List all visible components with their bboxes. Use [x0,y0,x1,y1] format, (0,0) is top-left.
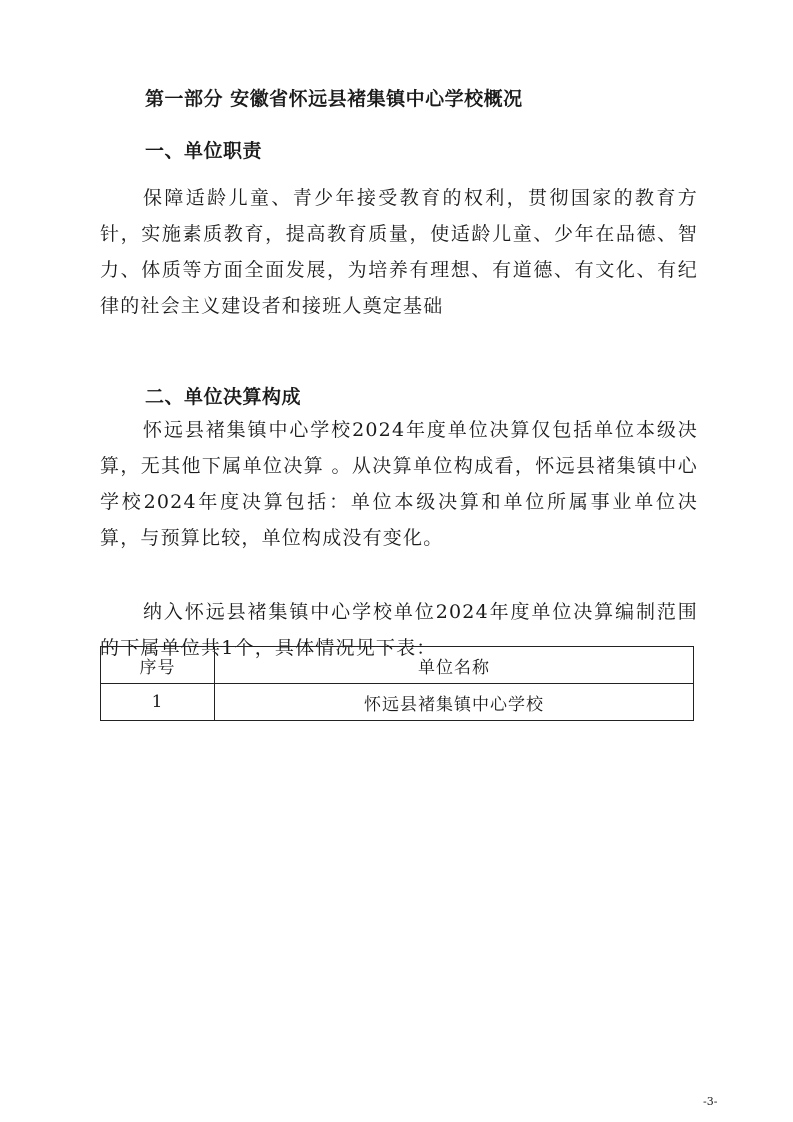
table-cell: 1 [101,684,215,721]
composition-paragraph: 怀远县褚集镇中心学校2024年度单位决算仅包括单位本级决算，无其他下属单位决算 。从决算单位构成看，怀远县褚集镇中心学校2024年度决算包括：单位本级决算和单位所属事业单位决算，与预算比较，单位构成没有变化。 [100,419,698,549]
duties-paragraph: 保障适龄儿童、青少年接受教育的权利，贯彻国家的教育方针，实施素质教育，提高教育质量，使适龄儿童、少年在品德、智力、体质等方面全面发展，为培养有理想、有道德、有文化、有纪律的社会主义建设者和接班人奠定基础 [100,187,698,317]
table-row [101,684,694,721]
table-header-cell: 单位名称 [215,647,694,684]
units-table [100,646,694,721]
table-header-row [101,647,694,684]
scope-paragraph: 纳入怀远县褚集镇中心学校单位2024年度单位决算编制范围的下属单位共1个，具体情况见下表： [100,601,698,659]
part-title: 第一部分 安徽省怀远县褚集镇中心学校概况 [145,88,523,110]
page-number: -3- [703,1095,718,1108]
section-heading-duties: 一、单位职责 [145,140,263,162]
table-header-cell: 序号 [101,647,215,684]
section-heading-composition: 二、单位决算构成 [145,386,302,408]
table-cell: 怀远县褚集镇中心学校 [215,684,694,721]
